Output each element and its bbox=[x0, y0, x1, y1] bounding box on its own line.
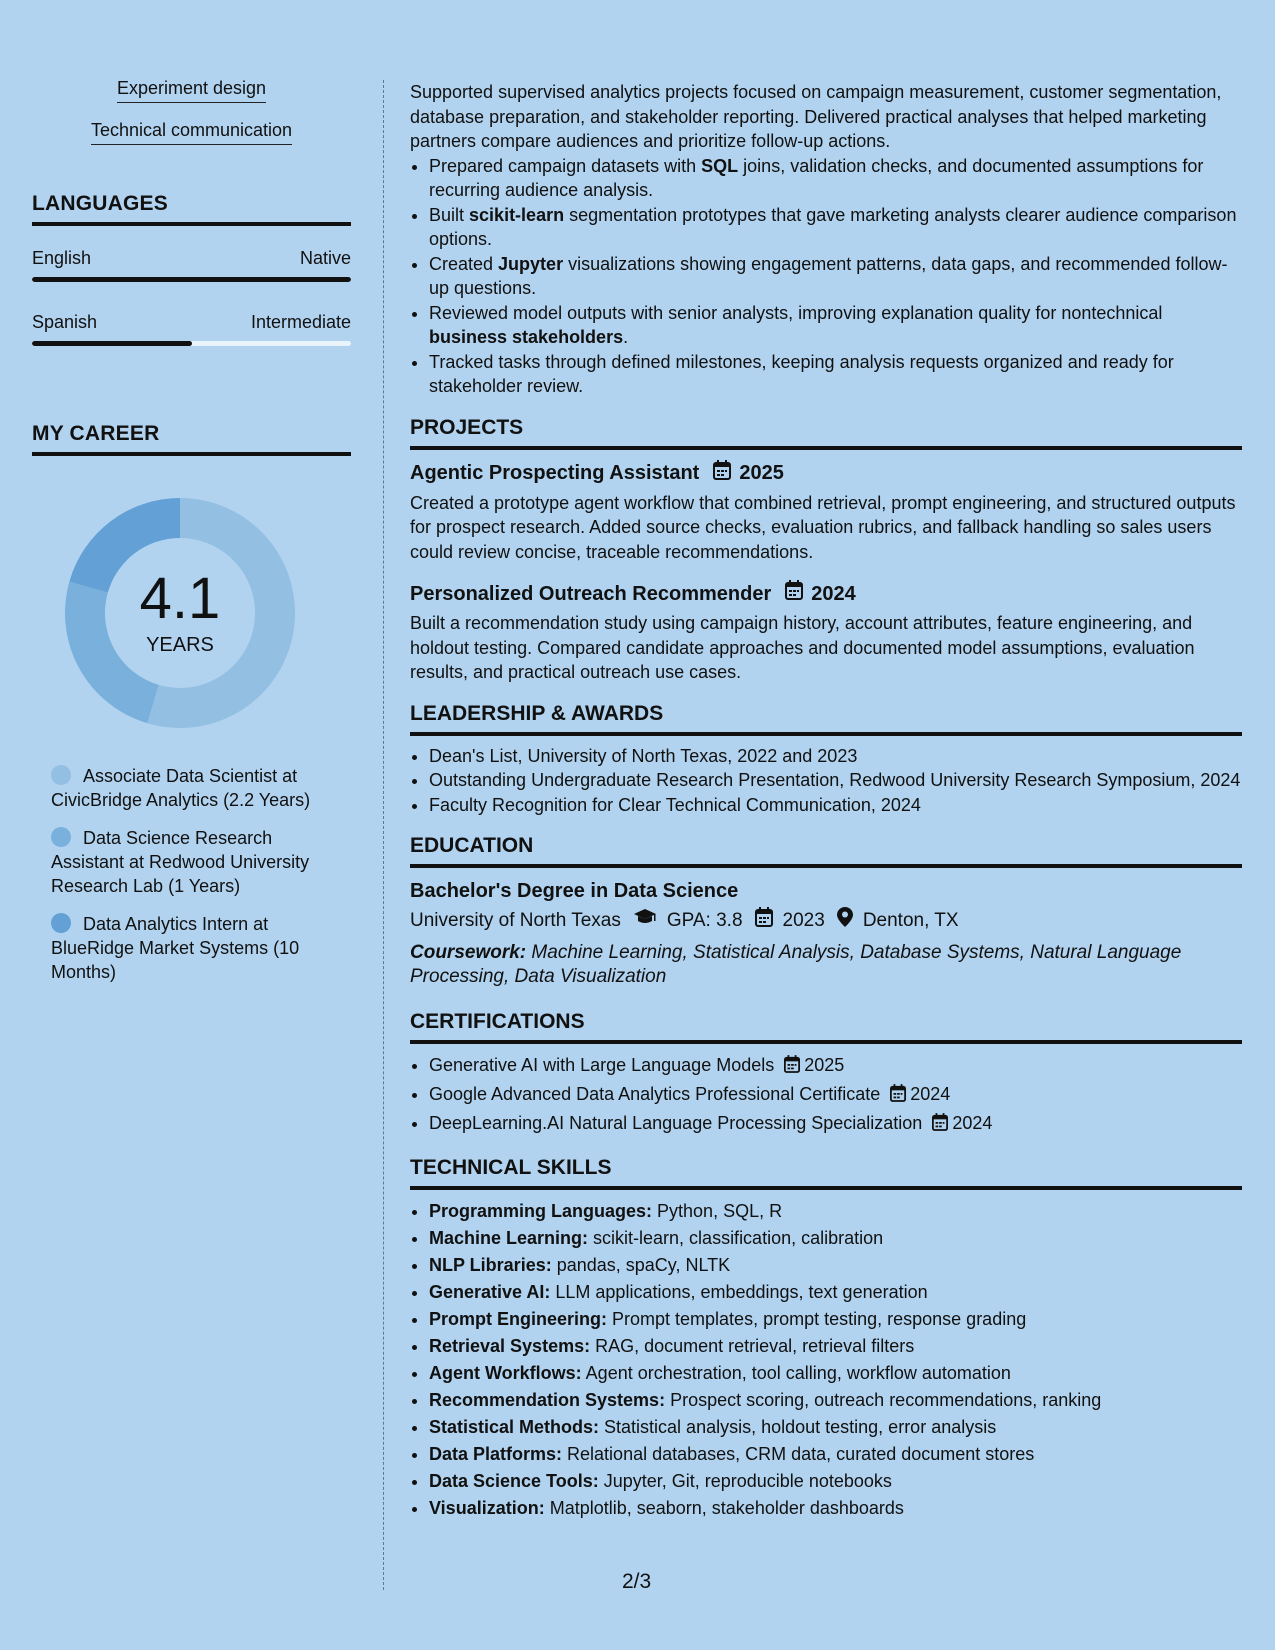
career-total-unit: YEARS bbox=[146, 634, 214, 656]
education-degree: Bachelor's Degree in Data Science bbox=[410, 880, 739, 902]
calendar-icon bbox=[755, 907, 773, 935]
right-column bbox=[410, 80, 1242, 1522]
project-year: 2025 bbox=[739, 462, 784, 484]
project-year: 2024 bbox=[811, 582, 856, 605]
calendar-icon bbox=[784, 1054, 800, 1081]
skill-value: scikit-learn, classification, calibration bbox=[588, 1227, 884, 1248]
experience-intro: Supported supervised analytics projects focused on campaign measurement, customer segmentation, database preparation, and stakeholder reporting. Delivered practical analyses that helped marketing partners compare audiences and prioritize follow-up actions. bbox=[410, 82, 1222, 151]
legend-item bbox=[51, 912, 341, 984]
skill-label: Retrieval Systems: bbox=[429, 1335, 591, 1356]
certification-name: DeepLearning.AI Natural Language Processing Specialization bbox=[429, 1112, 923, 1133]
skill-item bbox=[429, 1360, 1242, 1387]
skill-label: Statistical Methods: bbox=[429, 1416, 600, 1437]
project-description: Created a prototype agent workflow that combined retrieval, prompt engineering, and structured outputs for prospect research. Added source checks, evaluation rubrics, and fallback handling so sales users could review concise, traceable recommendations. bbox=[410, 492, 1236, 562]
education-location: Denton, TX bbox=[862, 909, 959, 931]
legend-label: Data Science Research Assistant at Redwood University Research Lab (1 Years) bbox=[51, 828, 310, 896]
certification-name: Google Advanced Data Analytics Professional Certificate bbox=[429, 1083, 881, 1104]
skill-value: Statistical analysis, holdout testing, error analysis bbox=[599, 1416, 997, 1437]
career-title: MY CAREER bbox=[32, 422, 351, 456]
languages-title: LANGUAGES bbox=[32, 192, 351, 226]
bullet-bold: SQL bbox=[701, 155, 739, 176]
certification-year: 2025 bbox=[804, 1054, 845, 1075]
skill-label: Data Platforms: bbox=[429, 1443, 563, 1464]
bullet-text: Built bbox=[429, 204, 470, 225]
calendar-icon bbox=[713, 460, 731, 487]
skill-item bbox=[429, 1279, 1242, 1306]
language-name: English bbox=[32, 248, 92, 268]
legend-dot bbox=[51, 765, 71, 785]
skill-value: Matplotlib, seaborn, stakeholder dashboards bbox=[544, 1497, 904, 1518]
legend-dot bbox=[51, 827, 71, 847]
skill-tag: Experiment design bbox=[117, 78, 266, 103]
bullet-text: segmentation prototypes that gave marketing analysts clearer audience comparison options. bbox=[429, 204, 1237, 249]
skill-label: NLP Libraries: bbox=[429, 1254, 552, 1275]
certification-item bbox=[429, 1110, 1242, 1139]
skill-label: Data Science Tools: bbox=[429, 1470, 599, 1491]
legend-label: Data Analytics Intern at BlueRidge Market Systems (10 Months) bbox=[51, 914, 300, 982]
language-name: Spanish bbox=[32, 312, 98, 332]
skill-value: LLM applications, embeddings, text generation bbox=[550, 1281, 928, 1302]
skill-item bbox=[429, 1468, 1242, 1495]
bullet-bold: business stakeholders bbox=[429, 327, 624, 347]
skill-label: Prompt Engineering: bbox=[429, 1308, 608, 1329]
certification-year: 2024 bbox=[910, 1083, 951, 1104]
skill-value: Jupyter, Git, reproducible notebooks bbox=[598, 1470, 892, 1491]
leadership-list bbox=[429, 744, 1242, 818]
bullet-text: Tracked tasks through defined milestones, keeping analysis requests organized and ready for stakeholder review. bbox=[429, 351, 1174, 396]
certification-name: Generative AI with Large Language Models bbox=[429, 1054, 775, 1075]
skill-item bbox=[429, 1225, 1242, 1252]
experience-bullet bbox=[429, 350, 1242, 399]
skill-label: Programming Languages: bbox=[429, 1200, 653, 1221]
bullet-bold: scikit-learn bbox=[469, 204, 565, 225]
language-bar bbox=[32, 277, 351, 282]
career-legend bbox=[51, 764, 341, 984]
skill-tags bbox=[32, 78, 351, 162]
skill-item bbox=[429, 1333, 1242, 1360]
experience-bullet bbox=[429, 203, 1242, 252]
coursework-label: Coursework: bbox=[410, 941, 527, 963]
language-item bbox=[32, 248, 351, 282]
project-item bbox=[410, 460, 1242, 565]
leadership-item: • Outstanding Undergraduate Research Presentation, Redwood University Research Symposium, 2024 bbox=[429, 768, 1242, 793]
language-bar-fill bbox=[32, 277, 351, 282]
skill-item bbox=[429, 1306, 1242, 1333]
skill-item bbox=[429, 1387, 1242, 1414]
education-gpa: GPA: 3.8 bbox=[666, 909, 743, 931]
career-total-value: 4.1 bbox=[139, 566, 221, 631]
education-coursework bbox=[410, 941, 1242, 989]
career-donut bbox=[65, 498, 295, 728]
language-level: Intermediate bbox=[250, 312, 351, 332]
skill-label: Recommendation Systems: bbox=[429, 1389, 666, 1410]
bullet-text: visualizations showing engagement patterns, data gaps, and recommended follow-up questions. bbox=[429, 253, 1228, 298]
technical-skills-list bbox=[429, 1198, 1242, 1522]
project-name: Agentic Prospecting Assistant bbox=[410, 462, 700, 484]
leadership-title: LEADERSHIP & AWARDS bbox=[410, 701, 1242, 736]
languages-section bbox=[32, 192, 351, 346]
legend-label: Associate Data Scientist at CivicBridge Analytics (2.2 Years) bbox=[51, 766, 311, 810]
certification-item bbox=[429, 1052, 1242, 1081]
experience-bullet bbox=[429, 154, 1242, 203]
skill-value: Prospect scoring, outreach recommendations, ranking bbox=[665, 1389, 1102, 1410]
legend-item bbox=[51, 764, 341, 812]
bullet-text: Created bbox=[429, 253, 499, 274]
experience-bullet bbox=[429, 301, 1242, 350]
skill-label: Agent Workflows: bbox=[429, 1362, 582, 1383]
skill-label: Machine Learning: bbox=[429, 1227, 589, 1248]
career-section bbox=[32, 422, 351, 984]
calendar-icon bbox=[890, 1083, 906, 1110]
education-year: 2023 bbox=[782, 909, 825, 931]
language-item bbox=[32, 312, 351, 346]
bullet-text: joins, validation checks, and documented assumptions for recurring audience analysis. bbox=[429, 155, 1204, 200]
certification-item bbox=[429, 1081, 1242, 1110]
location-pin-icon bbox=[837, 907, 853, 935]
legend-dot bbox=[51, 913, 71, 933]
legend-item bbox=[51, 826, 341, 898]
education-meta bbox=[410, 907, 1242, 935]
language-bar-fill bbox=[32, 341, 192, 346]
bullet-text: Reviewed model outputs with senior analysts, improving explanation quality for nontechnical bbox=[429, 302, 1163, 323]
language-bar bbox=[32, 341, 351, 346]
skill-item bbox=[429, 1198, 1242, 1225]
bullet-bold: Jupyter bbox=[498, 253, 564, 274]
column-divider bbox=[383, 80, 384, 1590]
project-description: Built a recommendation study using campaign history, account attributes, feature engineering, and holdout testing. Compared candidate approaches and documented model assumptions, evaluation results, and practical outreach use cases. bbox=[410, 613, 1195, 682]
skill-item bbox=[429, 1495, 1242, 1522]
calendar-icon bbox=[785, 580, 803, 607]
bullet-text: . bbox=[623, 327, 629, 347]
skill-tag: Technical communication bbox=[91, 120, 292, 145]
skill-item bbox=[429, 1441, 1242, 1468]
certifications-list bbox=[429, 1052, 1242, 1139]
skill-item bbox=[429, 1252, 1242, 1279]
education-school: University of North Texas bbox=[410, 909, 621, 931]
skill-item bbox=[429, 1414, 1242, 1441]
graduation-cap-icon bbox=[633, 908, 657, 934]
coursework-text: Machine Learning, Statistical Analysis, Database Systems, Natural Language Processing, Data Visualization bbox=[410, 941, 1182, 987]
leadership-item: • Faculty Recognition for Clear Technical Communication, 2024 bbox=[429, 793, 1242, 818]
certification-year: 2024 bbox=[952, 1112, 993, 1133]
skill-label: Generative AI: bbox=[429, 1281, 551, 1302]
skill-value: Prompt templates, prompt testing, response grading bbox=[607, 1308, 1027, 1329]
project-item bbox=[410, 580, 1242, 685]
calendar-icon bbox=[932, 1112, 948, 1139]
skill-label: Visualization: bbox=[429, 1497, 545, 1518]
skill-value: RAG, document retrieval, retrieval filters bbox=[590, 1335, 915, 1356]
project-name: Personalized Outreach Recommender bbox=[410, 582, 772, 605]
left-column bbox=[32, 78, 351, 998]
skill-value: Agent orchestration, tool calling, workflow automation bbox=[581, 1362, 1011, 1383]
technical-skills-title: TECHNICAL SKILLS bbox=[410, 1155, 1242, 1190]
certifications-title: CERTIFICATIONS bbox=[410, 1009, 1242, 1044]
language-level: Native bbox=[299, 248, 351, 268]
education-title: EDUCATION bbox=[410, 833, 1242, 868]
experience-bullets bbox=[429, 154, 1242, 399]
page-number: 2/3 bbox=[622, 1570, 652, 1593]
leadership-item: • Dean's List, University of North Texas, 2022 and 2023 bbox=[429, 744, 1242, 769]
skill-value: pandas, spaCy, NLTK bbox=[551, 1254, 731, 1275]
skill-value: Relational databases, CRM data, curated document stores bbox=[562, 1443, 1035, 1464]
skill-value: Python, SQL, R bbox=[652, 1200, 783, 1221]
projects-title: PROJECTS bbox=[410, 415, 1242, 450]
bullet-text: Prepared campaign datasets with bbox=[429, 155, 702, 176]
experience-bullet bbox=[429, 252, 1242, 301]
